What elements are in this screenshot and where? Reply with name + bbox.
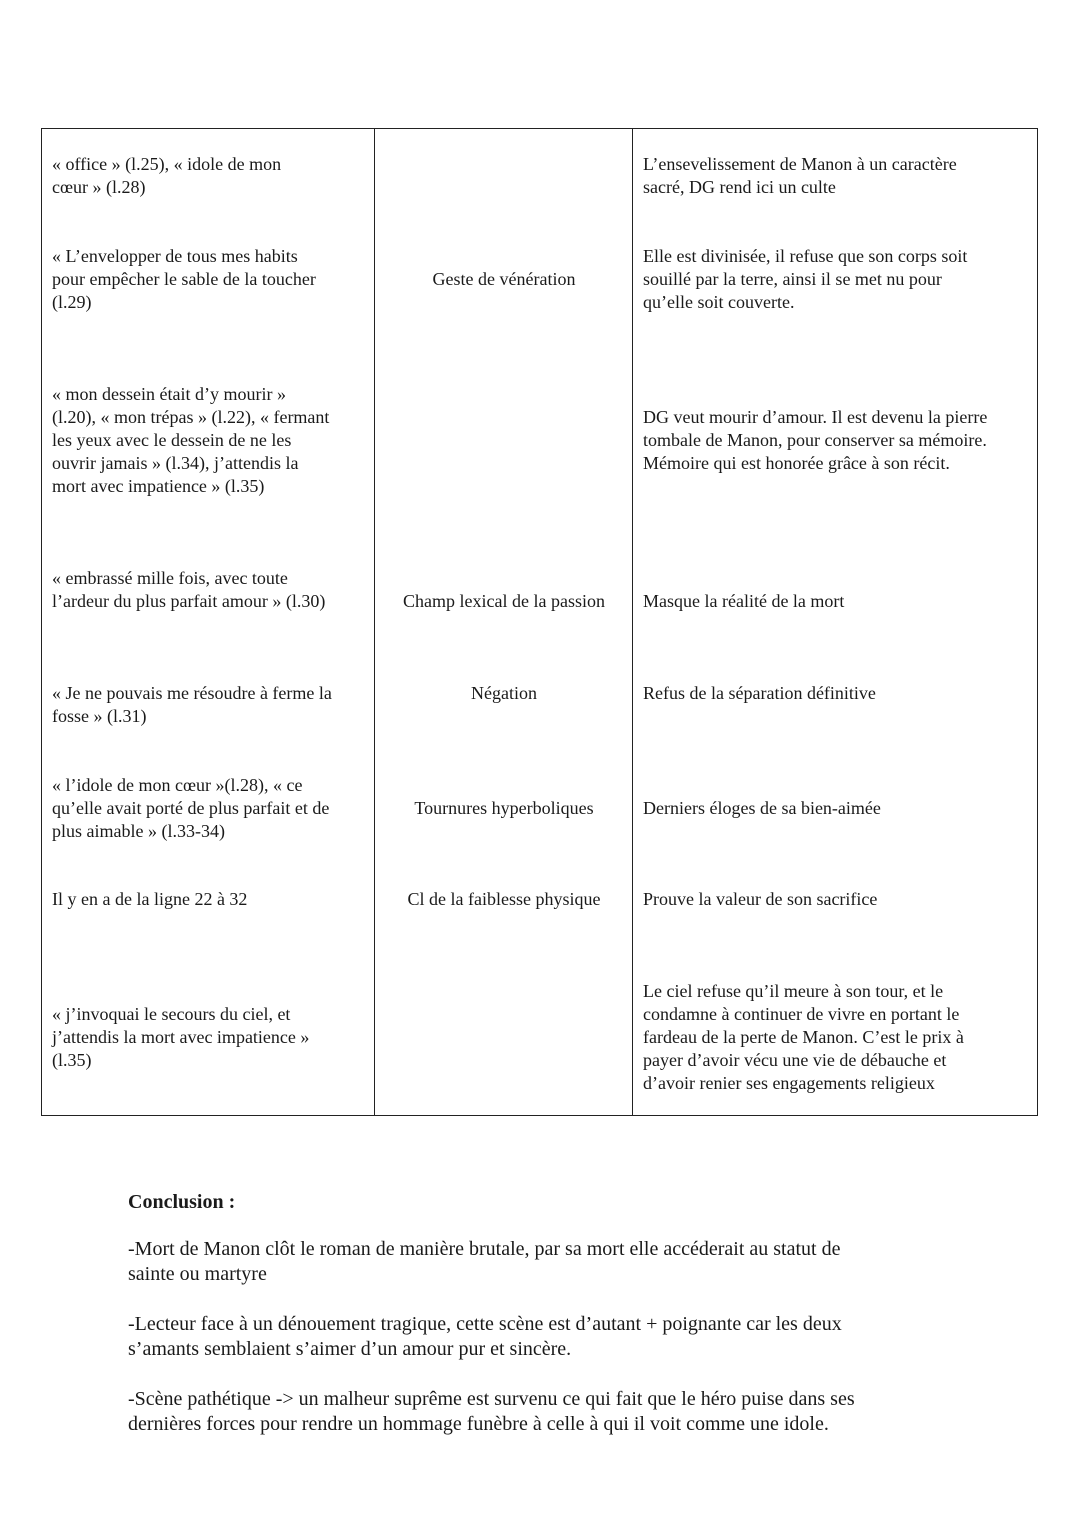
interpretation-cell: Masque la réalité de la mort [643,591,845,611]
quote-cell: « j’invoquai le secours du ciel, et j’attendis la mort avec impatience » (l.35) [52,1004,310,1070]
device-cell: Geste de vénération [432,269,576,289]
interpretation-cell: DG veut mourir d’amour. Il est devenu la pierre tombale de Manon, pour conserver sa mémoire. Mémoire qui est honorée grâce à son récit. [643,407,988,473]
analysis-table [41,128,1038,1116]
device-cell: Négation [471,683,537,703]
quote-cell: « L’envelopper de tous mes habits pour empêcher le sable de la toucher (l.29) [52,246,316,312]
interpretation-cell: Derniers éloges de sa bien-aimée [643,798,881,818]
interpretation-cell: Le ciel refuse qu’il meure à son tour, et le condamne à continuer de vivre en portant le fardeau de la perte de Manon. C’est le prix à payer d’avoir vécu une vie de débauche et d’avoir renier ses engagements religieux [643,981,964,1093]
interpretation-cell: Refus de la séparation définitive [643,683,876,703]
quote-cell: « embrassé mille fois, avec toute l’ardeur du plus parfait amour » (l.30) [52,568,326,611]
device-cell: Tournures hyperboliques [414,798,594,818]
interpretation-cell: Elle est divinisée, il refuse que son corps soit souillé par la terre, ainsi il se met nu pour qu’elle soit couverte. [643,246,968,312]
quote-cell: Il y en a de la ligne 22 à 32 [52,889,248,909]
conclusion-paragraph: -Scène pathétique -> un malheur suprême est survenu ce qui fait que le héro puise dans ses dernières forces pour rendre un hommage funèbre à celle à qui il voit comme une idole. [128,1388,855,1435]
quote-cell: « mon dessein était d’y mourir » (l.20), « mon trépas » (l.22), « fermant les yeux avec le dessein de ne les ouvrir jamais » (l.34), j’attendis la mort avec impatience » (l.35) [52,384,330,496]
interpretation-cell: Prouve la valeur de son sacrifice [643,889,878,909]
interpretation-cell: L’ensevelissement de Manon à un caractère sacré, DG rend ici un culte [643,154,957,197]
conclusion-paragraph: -Mort de Manon clôt le roman de manière brutale, par sa mort elle accéderait au statut de sainte ou martyre [128,1238,841,1285]
device-cell: Cl de la faiblesse physique [407,889,601,909]
device-cell: Champ lexical de la passion [403,591,605,611]
conclusion-title: Conclusion : [128,1191,236,1213]
conclusion-paragraph: -Lecteur face à un dénouement tragique, cette scène est d’autant + poignante car les deux s’amants semblaient s’aimer d’un amour pur et sincère. [128,1313,842,1360]
conclusion-section [128,1190,948,1462]
quote-cell: « l’idole de mon cœur »(l.28), « ce qu’elle avait porté de plus parfait et de plus aimable » (l.33-34) [52,775,330,841]
quote-cell: « Je ne pouvais me résoudre à ferme la fosse » (l.31) [52,683,332,726]
quote-cell: « office » (l.25), « idole de mon cœur » (l.28) [52,154,282,197]
